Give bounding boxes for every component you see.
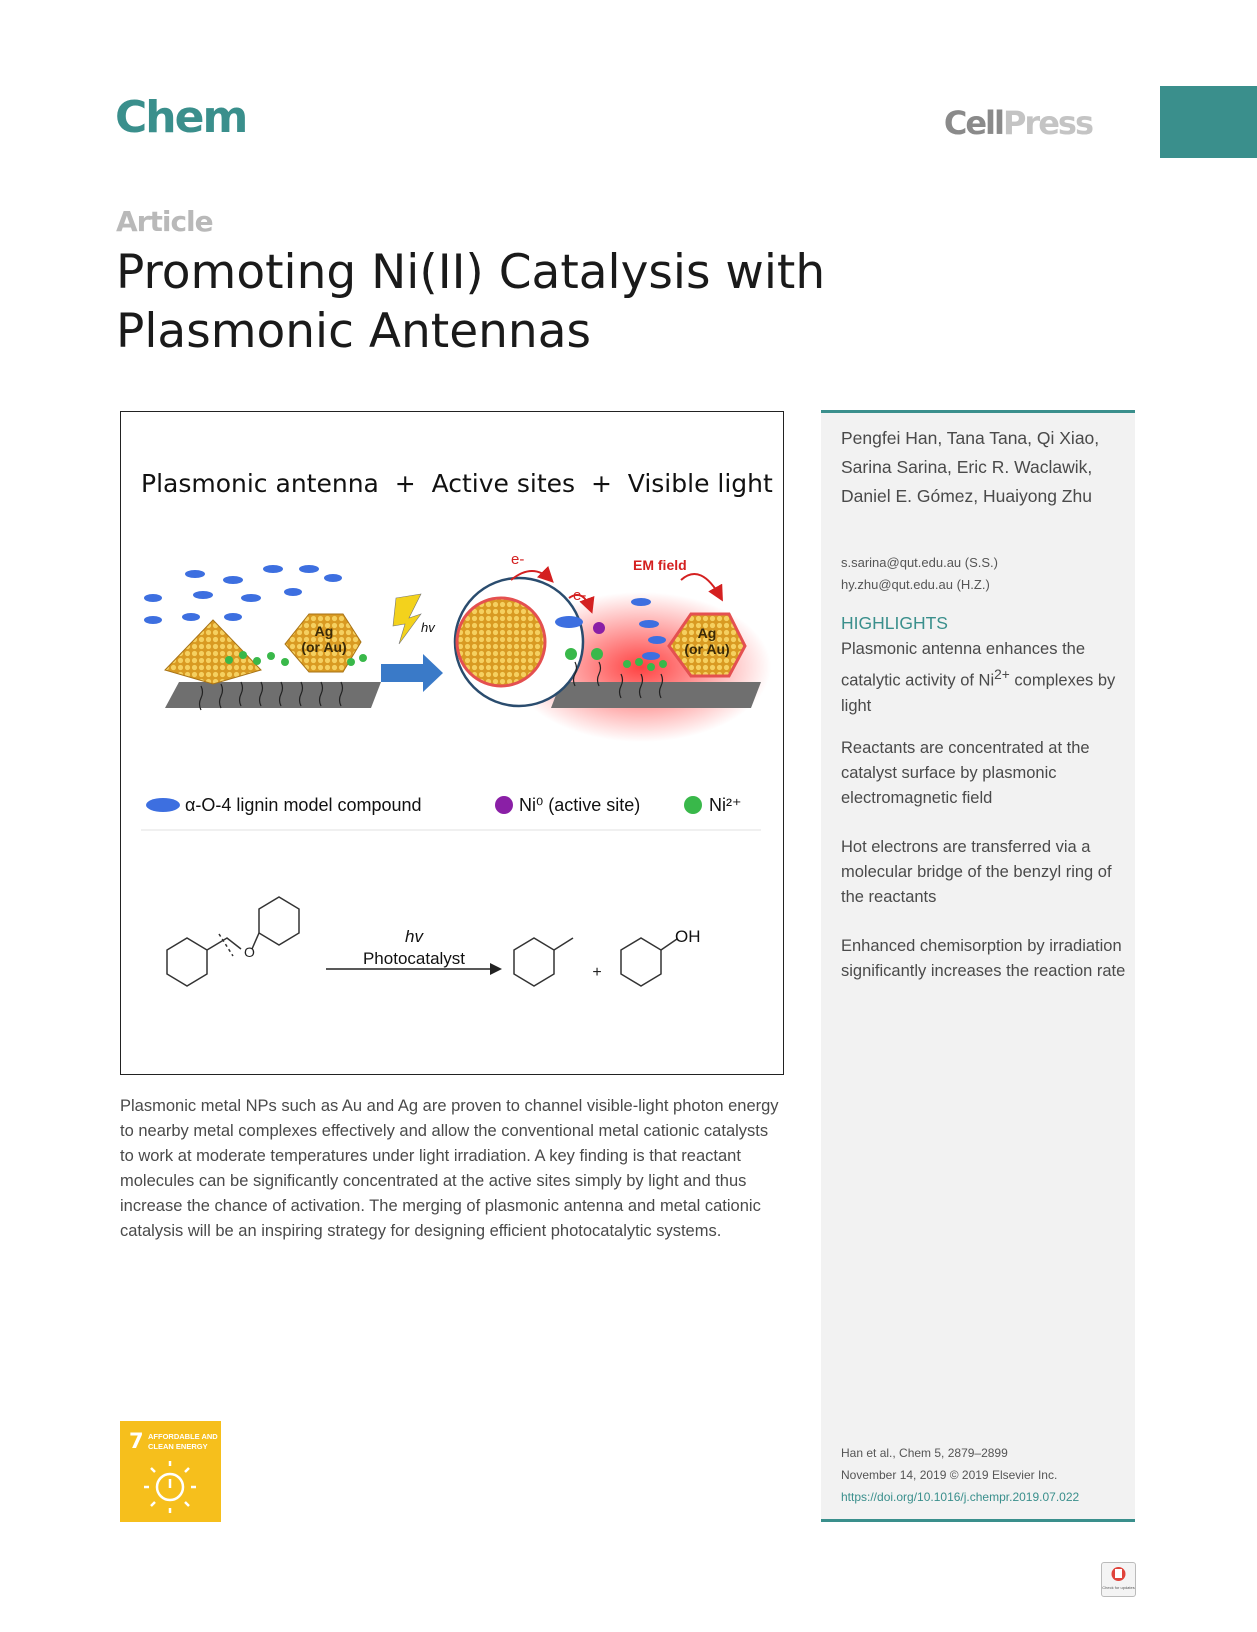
correspondence-emails [841,552,998,596]
legend-ni2-label: Ni²⁺ [709,795,742,815]
phenoxy-ring [259,897,299,945]
highlight-item-2: Reactants are concentrated at the catalyst surface by plasmonic electromagnetic field [841,739,1090,807]
nanoparticle-left-1 [165,620,261,684]
highlights-heading: HIGHLIGHTS [841,613,948,633]
phenol-ring [621,938,661,986]
highlight-item-3: Hot electrons are transferred via a molecular bridge of the benzyl ring of the reactants [841,838,1112,906]
substrate-right [551,682,761,708]
left-scene [144,565,381,710]
electron-label-2: e- [573,587,587,604]
legend-compound-icon [146,798,180,812]
article-type: Article [116,205,213,238]
abstract-text: Plasmonic metal NPs such as Au and Ag are proven to channel visible-light photon energy to nearby metal complexes effectively and allow the conventional metal cationic catalysts to work at moderate temperatures under light irradiation. A key finding is that reactant molecules can be significantly concentrated at the active sites simply by light and thus increase the chance of activation. The merging of plasmonic antenna and metal cationic catalysis will be an inspiring strategy for designing efficient photocatalytic systems. [120,1097,779,1240]
toluene-ring [514,938,554,986]
hv-arrow-label: hv [421,620,435,635]
highlight-1-text: Plasmonic antenna enhances the catalytic activity of Ni [841,640,1086,690]
publisher-logo-press: Press [1002,104,1092,142]
figure-banner: Plasmonic antenna + Active sites + Visible light [141,469,773,498]
citation-date: November 14, 2019 © 2019 Elsevier Inc. [841,1468,1058,1482]
email-link-sarina[interactable]: s.sarina@qut.edu.au (S.S.) [841,555,998,570]
benzyl-ring [167,938,207,986]
metal-label-left-1: Ag [314,623,334,639]
check-for-updates-badge[interactable] [1101,1562,1136,1597]
figure-legend [141,795,761,830]
update-badge-label: Check for updates [1102,1585,1135,1590]
graphical-abstract-figure [121,412,783,1074]
highlight-1-superscript: 2+ [994,667,1010,682]
publisher-logo [944,104,1092,142]
highlight-item-4: Enhanced chemisorption by irradiation significantly increases the reaction rate [841,937,1126,980]
highlight-1-end: complexes by light [841,671,1116,715]
legend-ni0-icon [495,796,513,814]
process-arrow-icon [381,654,443,692]
electron-label-1: e- [511,551,525,568]
metal-label-right-2: (or Au) [684,641,730,657]
reaction-catalyst-label: Photocatalyst [362,949,466,968]
metal-label-right-1: Ag [697,625,717,641]
zoom-nanoparticle [457,598,545,686]
adsorbed-molecule [555,616,583,628]
em-field-label: EM field [633,557,687,573]
sdg-7-badge [120,1421,221,1522]
citation-reference: Han et al., Chem 5, 2879–2899 [841,1446,1008,1460]
phenol-oh-label: OH [675,927,701,946]
article-title: Promoting Ni(II) Catalysis with Plasmonic Antennas [116,245,826,359]
reaction-hv-label: hv [405,927,423,946]
substrate-left [165,682,381,708]
legend-ni2-icon [684,796,702,814]
right-scene [455,551,771,742]
lightning-icon [393,594,421,644]
highlight-item-1 [841,637,1126,719]
sdg-title: AFFORDABLE AND CLEAN ENERGY [148,1432,218,1451]
legend-ni0-label: Ni⁰ (active site) [519,795,641,815]
sun-power-icon [120,1421,221,1522]
graphical-abstract [120,411,784,1075]
legend-compound-label: α-O-4 lignin model compound [185,795,422,815]
header-color-tab [1160,86,1257,158]
publisher-logo-cell: Cell [943,104,1003,142]
citation-block [841,1442,1079,1508]
reaction-plus: + [592,964,602,981]
doi-link[interactable]: https://doi.org/10.1016/j.chempr.2019.07.022 [841,1490,1080,1504]
email-link-zhu[interactable]: hy.zhu@qut.edu.au (H.Z.) [841,577,990,592]
metal-label-left-2: (or Au) [301,639,347,655]
sdg-number: 7 [129,1429,144,1453]
journal-logo: Chem [115,92,247,143]
ni0-site [593,622,605,634]
author-list: Pengfei Han, Tana Tana, Qi Xiao, Sarina Sarina, Eric R. Waclawik, Daniel E. Gómez, Huaiyong Zhu [841,428,1100,506]
update-bookmark-icon [1102,1563,1135,1585]
ether-oxygen: O [244,944,255,960]
